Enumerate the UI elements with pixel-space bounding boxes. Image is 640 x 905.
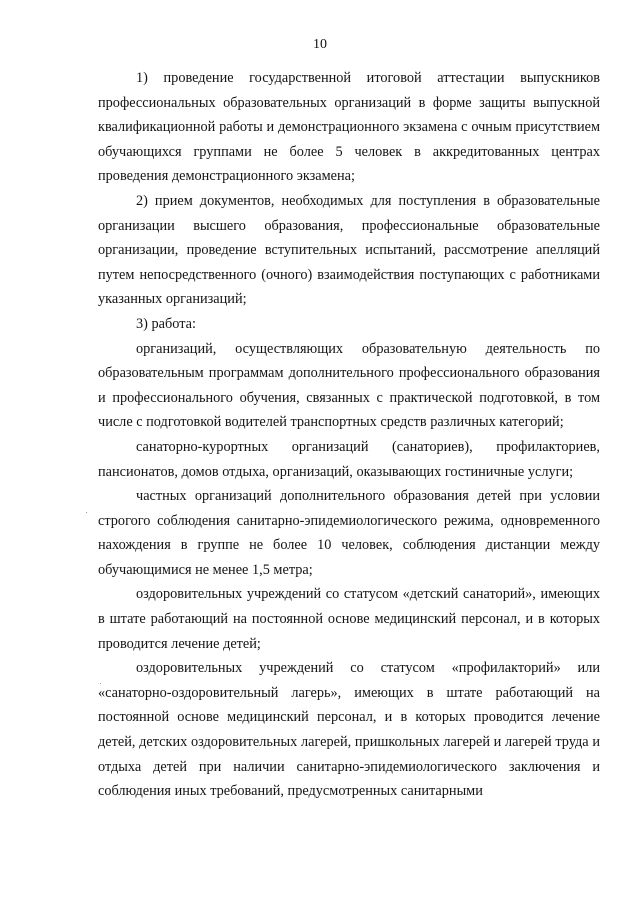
paragraph-health-camps: оздоровительных учреждений со статусом «профилакторий» или «санаторно-оздоровительный лагерь», имеющих в штате работающий на постоянной основе медицинский персонал, и в которых проводится лечение детей, детских оздоровительных лагерей, пришкольных лагерей и лагерей труда и отдыха детей при наличии санитарно-эпидемиологического заключения и соблюдения иных требований, предусмотренных санитарными (98, 660, 600, 800)
paragraph-item-1: 1) проведение государственной итоговой аттестации выпускников профессиональных образовательных организаций в форме защиты выпускной квалификационной работы и демонстрационного экзамена с очным присутствием обучающихся группами не более 5 человек в аккредитованных центрах проведения демонстрационного экзамена; (98, 70, 600, 185)
paragraph-children-sanatorium: оздоровительных учреждений со статусом «детский санаторий», имеющих в штате работающий на постоянной основе медицинский персонал, и в которых проводится лечение детей; (98, 586, 600, 652)
paragraph-item-3: 3) работа: (136, 315, 196, 332)
page-number: 10 (313, 37, 327, 52)
paragraph-sanatorium-organizations: санаторно-курортных организаций (санаториев), профилакториев, пансионатов, домов отдыха, организаций, оказывающих гостиничные услуги; (98, 438, 600, 480)
paragraph-educational-organizations: организаций, осуществляющих образовательную деятельность по образовательным программам дополнительного профессионального образования и профессионального обучения, связанных с практической подготовкой, в том числе с подготовкой водителей транспортных средств различных категорий; (98, 340, 600, 431)
paragraph-item-2: 2) прием документов, необходимых для поступления в образовательные организации высшего образования, профессиональные образовательные организации, проведение вступительных испытаний, рассмотрение апелляций путем непосредственного (очного) взаимодействия поступающих с работниками указанных организаций; (98, 192, 600, 308)
paragraph-private-education: частных организаций дополнительного образования детей при условии строгого соблюдения санитарно-эпидемиологического режима, одновременного нахождения в группе не более 10 человек, соблюдения дистанции между обучающимися не менее 1,5 метра; (98, 488, 600, 578)
document-body (98, 66, 600, 804)
scan-speck (100, 683, 101, 684)
scan-speck (86, 512, 87, 513)
